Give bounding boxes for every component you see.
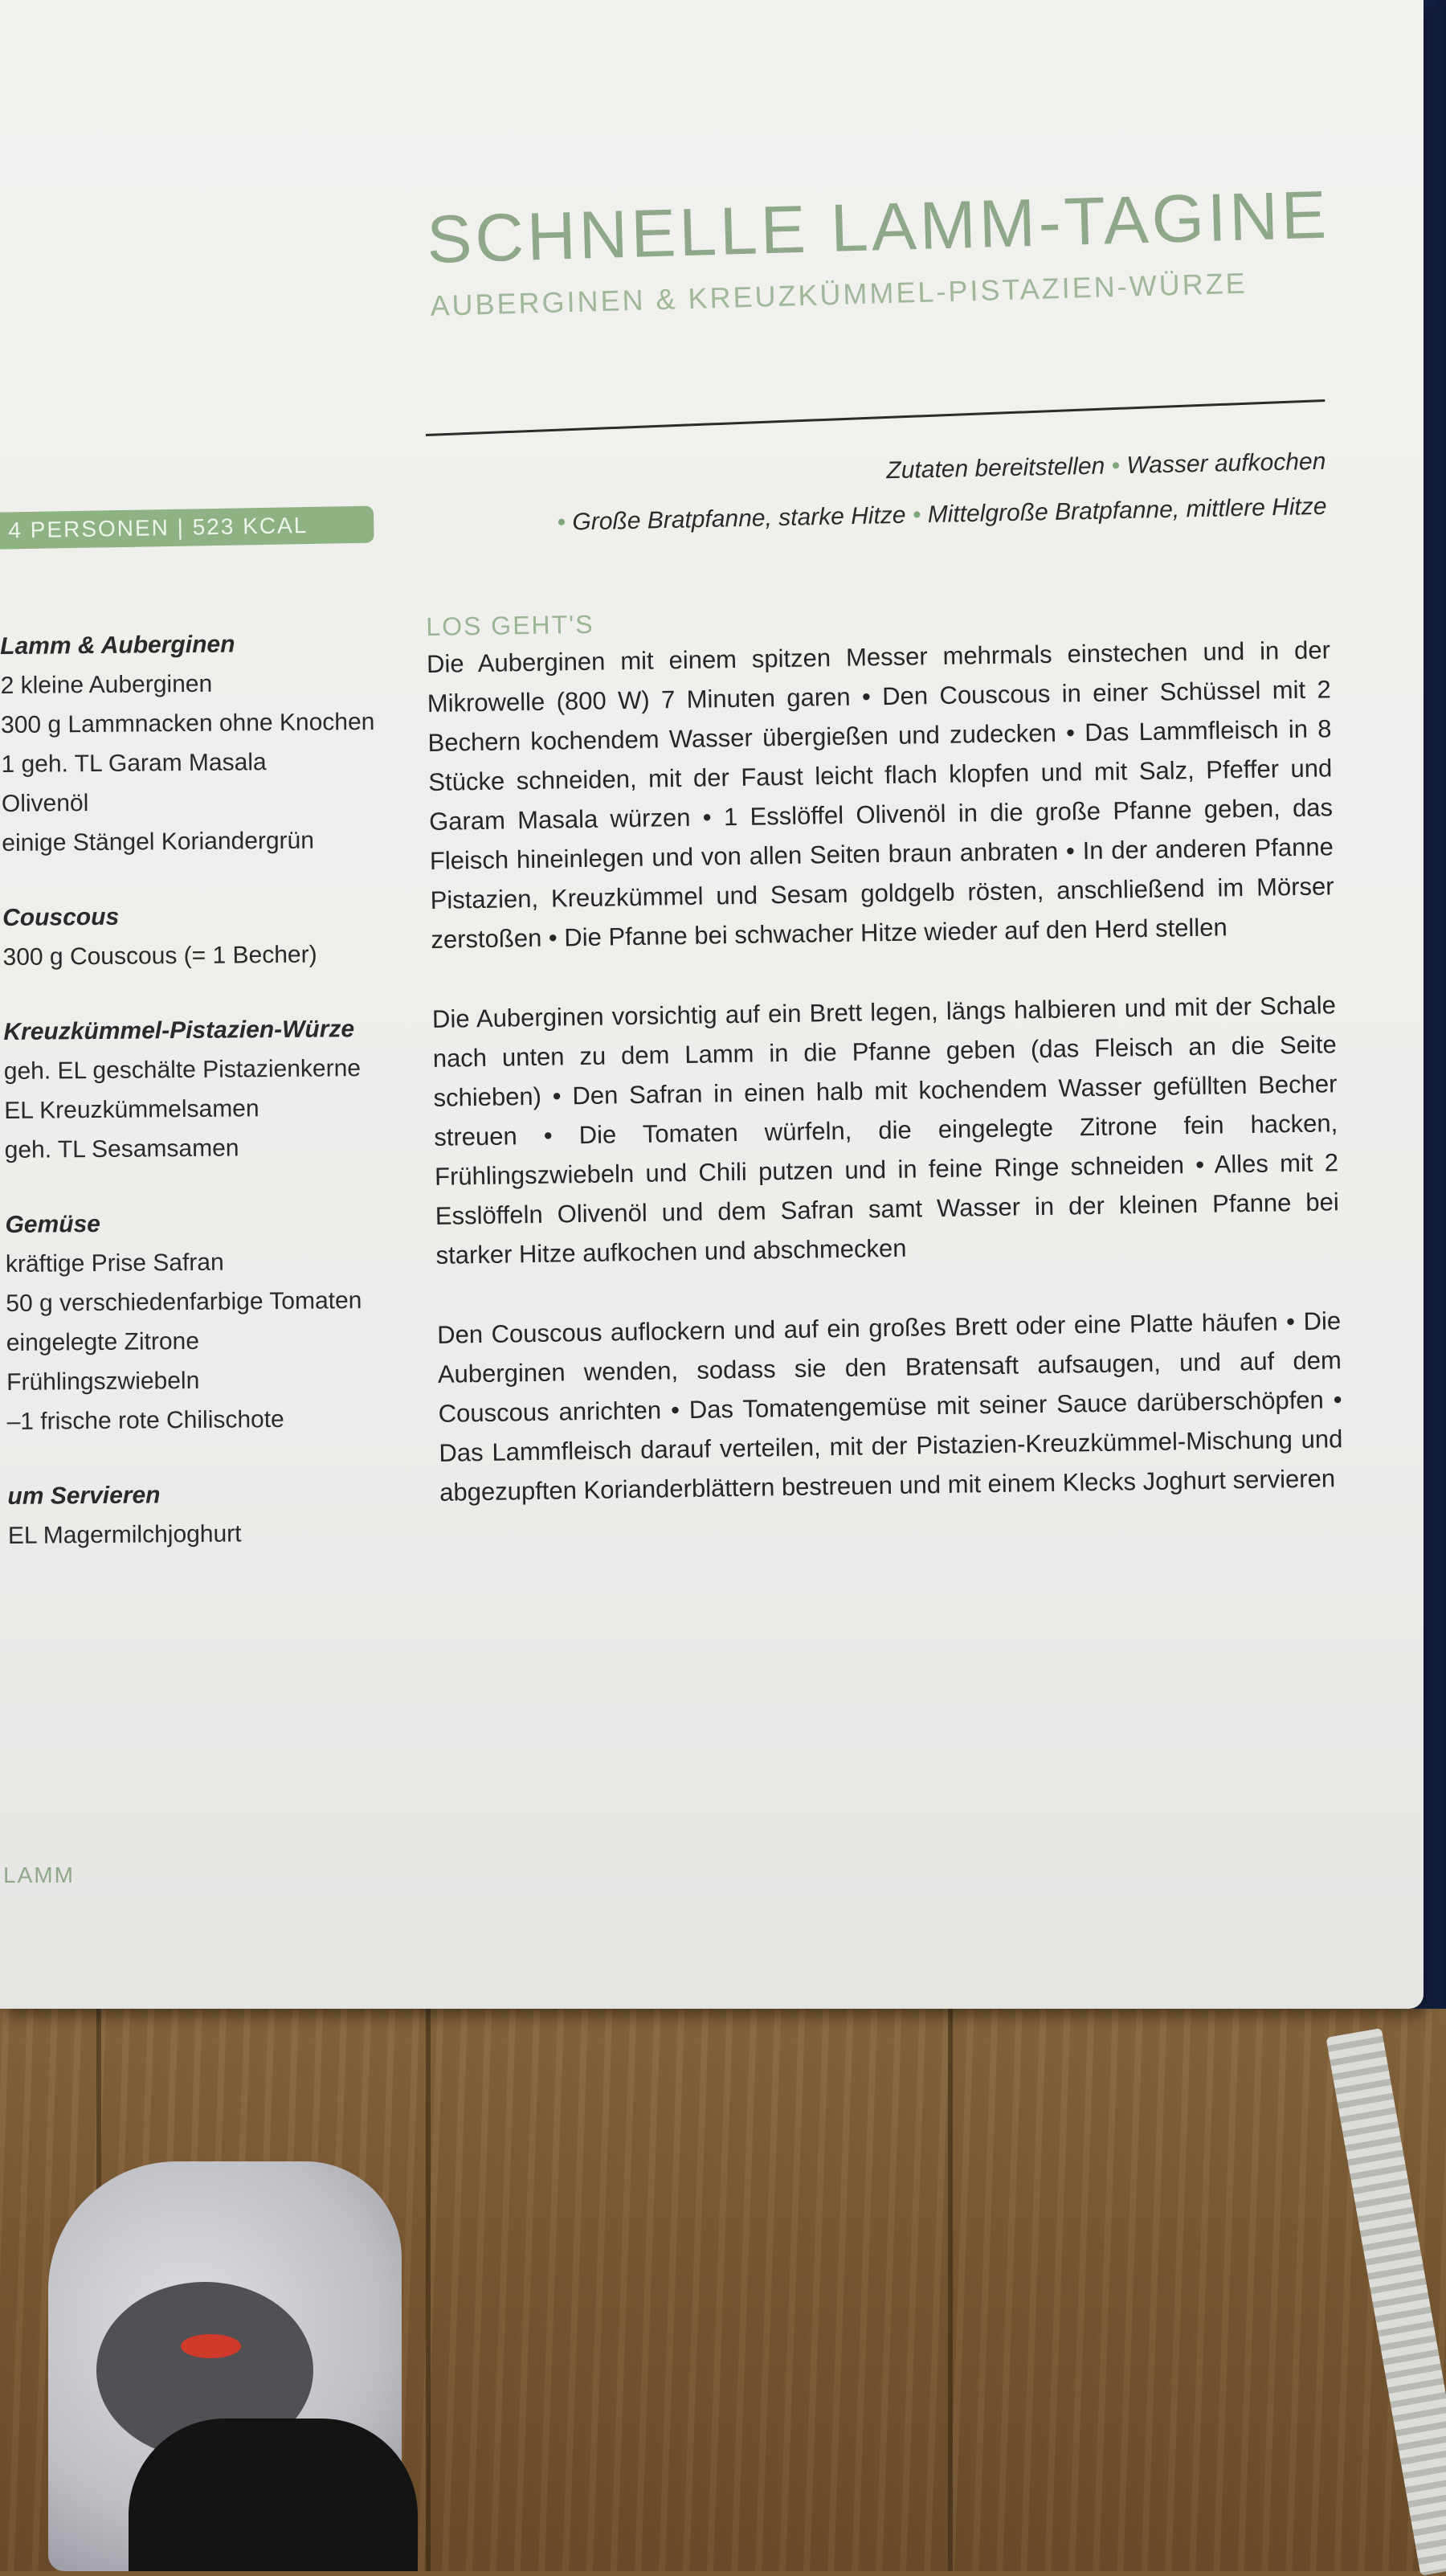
calories-text: 523 KCAL — [192, 512, 308, 540]
ingredient-item: kräftige Prise Safran — [5, 1249, 224, 1278]
recipe-subtitle: AUBERGINEN & KREUZKÜMMEL-PISTAZIEN-WÜRZE — [430, 266, 1248, 322]
title-divider — [426, 399, 1325, 436]
servings-badge — [0, 506, 374, 550]
method-paragraph: Die Auberginen vorsichtig auf ein Brett legen, längs halbieren und mit der Schale nach unten zu dem Lamm in die Pfanne geben (das Fleisch an die Seite schieben) • Den Safran in einen halb mit kochendem Wasser gefüllten Becher streuen • Die Tomaten würfeln, die eingelegte Zitrone fein hacken, Frühlingszwiebeln und Chili putzen und in feine Ringe schneiden • Alles mit 2 Esslöffeln Olivenöl und dem Safran samt Wasser in der kleinen Pfanne bei starker Hitze aufkochen und abschmecken — [431, 991, 1340, 1270]
bullet-icon: • — [912, 501, 921, 529]
ingredient-group-title: Kreuzkümmel-Pistazien-Würze — [3, 1016, 355, 1045]
ingredient-group — [2, 895, 405, 977]
ingredient-group-title: um Servieren — [7, 1482, 161, 1510]
equipment-step: Große Bratpfanne, starke Hitze — [572, 501, 906, 536]
ingredient-item: 300 g Lammnacken ohne Knochen — [0, 708, 375, 738]
ingredient-item: 300 g Couscous (= 1 Becher) — [2, 941, 317, 971]
ingredient-item: 2 kleine Auberginen — [0, 670, 213, 699]
equipment-step: Wasser aufkochen — [1126, 448, 1326, 479]
ingredient-group-title: Gemüse — [5, 1210, 101, 1238]
ingredient-item: Olivenöl — [1, 790, 89, 817]
ingredient-item: einige Stängel Koriandergrün — [2, 827, 315, 857]
ingredient-item: –1 frische rote Chilischote — [6, 1405, 284, 1435]
ingredient-item: EL Magermilchjoghurt — [7, 1520, 242, 1549]
ingredient-item: Frühlingszwiebeln — [6, 1367, 200, 1396]
equipment-step: Mittelgroße Bratpfanne, mittlere Hitze — [927, 493, 1327, 529]
equipment-step: Zutaten bereitstellen — [886, 452, 1105, 485]
method-heading: LOS GEHT'S — [426, 609, 594, 641]
method-section — [426, 595, 1344, 1552]
ingredient-group-title: Lamm & Auberginen — [0, 631, 235, 660]
method-paragraph: Die Auberginen mit einem spitzen Messer mehrmals einstechen und in der Mikrowelle (800 W) 7 Minuten garen • Den Couscous in einer Schüssel mit 2 Bechern kochendem Wasser übergießen und zudecken • Das Lammfleisch in 8 Stücke schneiden, mit der Faust leicht flach klopfen und mit Salz, Pfeffer und Garam Masala würzen • 1 Esslöffel Olivenöl in die große Pfanne geben, das Fleisch hineinlegen und von allen Seiten braun anbraten • In der anderen Pfanne Pistazien, Kreuzkümmel und Sesam goldgelb rösten, anschließend im Mörser zerstoßen • Die Pfanne bei schwacher Hitze wieder auf den Herd stellen — [426, 636, 1334, 954]
ingredient-group — [0, 624, 404, 863]
shoe-image — [129, 2419, 418, 2571]
wood-seam — [426, 1961, 431, 2571]
ingredient-item: 50 g verschiedenfarbige Tomaten — [6, 1287, 362, 1317]
equipment-notes — [434, 440, 1327, 548]
badge-separator: | — [177, 514, 186, 540]
ingredient-group — [3, 1009, 406, 1170]
ingredient-list — [0, 624, 410, 1591]
servings-text: 4 PERSONEN — [8, 514, 170, 543]
ingredient-item: eingelegte Zitrone — [6, 1327, 200, 1356]
bullet-icon: • — [1111, 452, 1121, 480]
recipe-title: SCHNELLE LAMM-TAGINE — [426, 176, 1331, 277]
bullet-icon: • — [557, 509, 566, 536]
ingredient-item: geh. TL Sesamsamen — [4, 1135, 239, 1163]
section-footer-label: LAMM — [3, 1862, 75, 1887]
ingredient-group — [7, 1474, 410, 1556]
method-paragraph: Den Couscous auflockern und auf ein großes Brett oder eine Platte häufen • Die Auberginen wenden, sodass sie den Bratensaft aufsaugen, und auf dem Couscous anrichten • Das Tomatengemüse mit seiner Sauce darüberschöpfen • Das Lammfleisch darauf verteilen, mit der Pistazien-Kreuzkümmel-Mischung und abgezupften Korianderblättern bestreuen und mit einem Klecks Joghurt servieren — [436, 1306, 1343, 1507]
ingredient-group — [5, 1202, 409, 1441]
ingredient-group-title: Couscous — [2, 903, 120, 931]
sock-nose-pattern — [181, 2334, 241, 2358]
ingredient-item: 1 geh. TL Garam Masala — [1, 749, 267, 778]
ingredient-item: geh. EL geschälte Pistazienkerne — [3, 1055, 362, 1085]
ingredient-item: EL Kreuzkümmelsamen — [4, 1095, 259, 1124]
wood-seam — [948, 1961, 953, 2571]
